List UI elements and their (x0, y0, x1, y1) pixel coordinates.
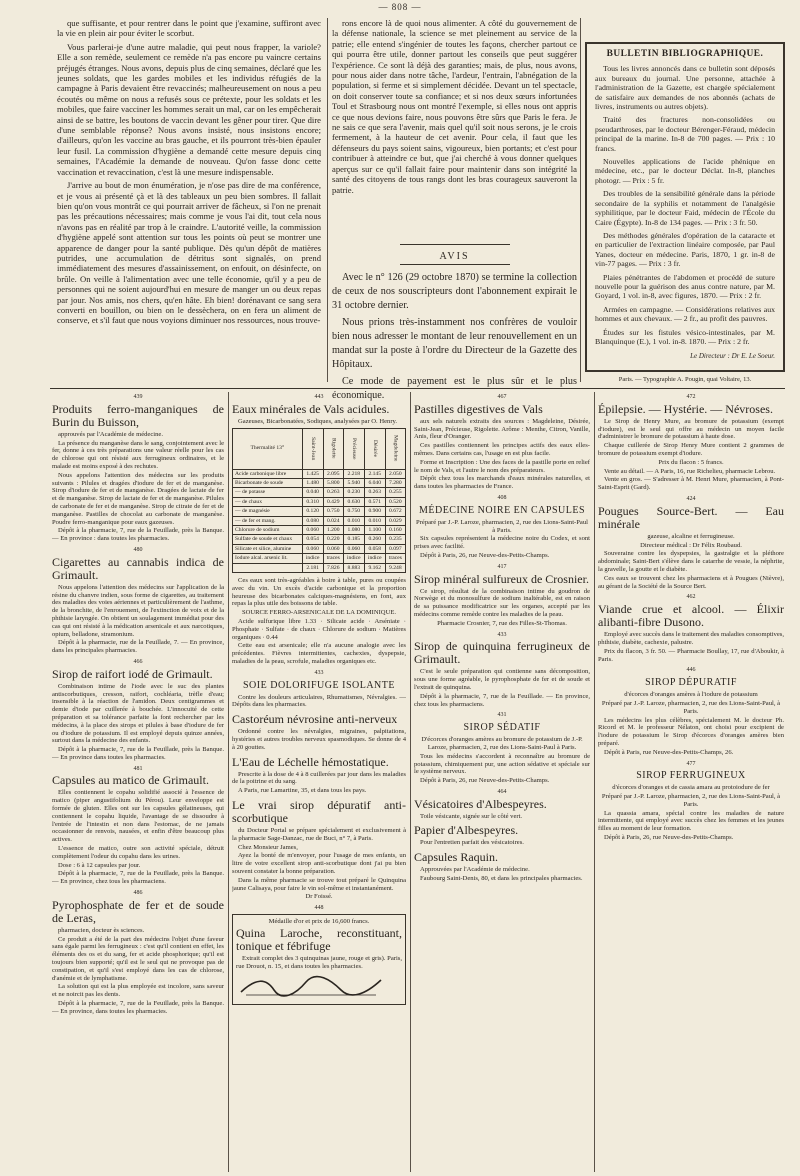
ad-text: Nous appelons l'attention des médecins sur l'application de la résine du chanvre indien, sous forme de cigarettes, au traitement des maladies des voies aériennes et particulièrement de l'asthme, de la bronchite, de l'enrouement, de l'extinction de voix et de la phthisie laryngée. On obtient un soulagement immédiat pour des cas qui ont résisté à la médication arsenicale et aux narcotiques, opium, belladone, stramonium. (52, 583, 224, 638)
article-paragraph: Vous parlerai-je d'une autre maladie, qui peut nous frapper, la variole? Elle a son remède, seulement ce remède n'a pas encore pu vaincre certains préjugés étranges. Nous avons, depuis plus de cinq semaines, déclaré que les jeunes soldats, que les gardes mobiles et les individus réfugiés de la campagne à Paris devaient être revaccinés; malheureusement on nous a peu écoutés ou même on nous a refusés sous ce prétexte, pour les soldats et les mobiles, que faire vacciner les hommes serait un mal, car on les empêcherait ainsi de se battre, les boutons de vaccin devant les gêner pour tirer. Que dire d'une semblable réponse? Nous avons insisté, nous insistons encore; d'ailleurs, qu'on les vaccine au bras gauche, et ils pourront très-bien épauler leur fusil. La commission d'hygiène a demandé cette mesure depuis cinq semaines, l'Académie la demande de nouveau. Qu'on fasse donc cette vaccination et revaccination, c'est là une mesure indispensable. (57, 41, 321, 177)
ad-number: 443 (314, 394, 324, 400)
ad-text: Tous les médecins s'accordent à reconnaître au bromure de potassium, chimiquement pur, une action sédative et spéciale sur le système nerveux. (414, 752, 590, 776)
ad-text: Dépôt à la pharmacie, 7, rue de la Feuillade, près la Banque. — En province, dans toutes les pharmacies. (52, 1000, 224, 1015)
table-header-cell: Magdeleine (385, 428, 405, 469)
table-cell: — de potasse (233, 488, 303, 497)
ad-block (414, 640, 590, 708)
table-cell: 0.672 (385, 507, 405, 516)
table-cell: 0.010 (364, 516, 385, 525)
ad-text: Prix du flacon, 3 fr. 50. — Pharmacie Boullay, 17, rue d'Aboukir, à Paris. (598, 647, 784, 663)
table-cell: 9.162 (364, 563, 385, 572)
ad-text: Pour l'entretien parfait des vésicatoires. (420, 839, 524, 847)
table-cell: 0.060 (323, 544, 343, 553)
ad-block (232, 679, 406, 710)
ad-text: Ces pastilles contiennent les principes actifs des eaux elles-mêmes. Dans certains cas, l'usage en est plus facile. (414, 442, 590, 457)
ad-number: 448 (314, 905, 324, 912)
ad-block (52, 899, 224, 1016)
table-cell: 0.054 (302, 535, 323, 544)
bulletin-entry: Tous les livres annoncés dans ce bulletin sont déposés aux bureaux du journal. Une personne, attachée à l'administration de la Gazette, est chargée spécialement de satisfaire aux demandes de nos abonnés (achats de livres, instruments ou autres objets). (595, 64, 775, 112)
table-cell: 0.058 (364, 544, 385, 553)
ad-text: Dépôt à la pharmacie, 7, rue de la Feuillade, près la Banque. — En province, chez tous les pharmaciens. (52, 870, 224, 886)
ad-text: Chaque cuillerée de Sirop Henry Mure contient 2 grammes de bromure de potassium exempt d'iodure. (598, 442, 784, 457)
ad-text: d'écorces d'oranges amères à l'iodure de potassium (624, 691, 758, 699)
table-cell: 2.050 (385, 469, 405, 478)
ad-block (52, 556, 224, 655)
ad-block (52, 403, 224, 543)
table-row (233, 497, 406, 506)
ad-text: Préparé par J.-P. Laroze, pharmacien, 2, rue des Lions-Saint-Paul à Paris. (416, 518, 588, 534)
table-row (233, 469, 406, 478)
bulletin-entry: Plaies pénétrantes de l'abdomen et procédé de suture nouvelle pour la guérison des anus contre nature, par M. Goyard, 1 vol. in-8, avec figures, 1870. — Prix : 2 fr. (595, 272, 775, 301)
table-cell: 0.255 (385, 488, 405, 497)
column-divider (594, 392, 595, 1172)
ad-text: A Paris, rue Lamartine, 35, et dans tous les pays. (238, 787, 367, 795)
table-cell: 2.145 (364, 469, 385, 478)
bulletin-entry: Traité des fractures non-consolidées ou pseudarthroses, par le docteur Bérenger-Féraud, médecin principal de la marine. In-8 de 700 pages. — Prix : 10 francs. (595, 115, 775, 153)
ad-number: 464 (497, 788, 507, 795)
table-header-cell: Thermalité 13° (233, 428, 303, 469)
ad-title: MÉDECINE NOIRE EN CAPSULES (418, 504, 586, 516)
table-cell: traces (323, 554, 343, 563)
table-row (233, 544, 406, 553)
ad-text: Préparé par J.-P. Laroze, pharmacien, 2, rue des Lions-Saint-Paul, à Paris. (601, 793, 781, 808)
ad-text: Ordonné contre les névralgies, migraines, palpitations, hystéries et autres troubles nerveux spasmodiques. Se donne de 4 à 20 gouttes. (232, 728, 406, 751)
table-row (233, 563, 406, 572)
ad-block (598, 769, 784, 842)
table-cell: Silicate et silice, alumine (233, 544, 303, 553)
table-cell: 0.097 (385, 544, 405, 553)
table-cell: 1.080 (343, 526, 364, 535)
ad-block (598, 676, 784, 756)
ads-top-rule (50, 388, 785, 389)
ads-column-3 (414, 392, 590, 1172)
ad-text: Dépôt à la pharmacie, 7, rue de la Feuillade, près la Banque. — En province dans toutes les pharmacies. (52, 746, 224, 761)
article-column-left (57, 18, 321, 386)
table-cell: 0.630 (343, 497, 364, 506)
ad-block (232, 403, 406, 573)
bulletin-bibliographique-box (585, 42, 785, 372)
table-cell: Iodure alcal. arsenic lit. (233, 554, 303, 563)
table-cell: 5.800 (323, 479, 343, 488)
ad-text: Six capsules représentent la médecine noire du Codex, et sont prises avec facilité. (414, 535, 590, 551)
bulletin-title: BULLETIN BIBLIOGRAPHIQUE. (606, 49, 764, 59)
ad-text: Dépôt à Paris, 26, rue Neuve-des-Petits-Champs. (420, 777, 550, 785)
table-cell: 1.480 (302, 479, 323, 488)
table-cell: 0.160 (385, 526, 405, 535)
ad-text: La quassia amara, spécial contre les maladies de nature intermittente, qui employé avec succès chez les femmes et les jeunes filles au moment de leur formation. (598, 809, 784, 833)
ad-text: gazeuse, alcaline et ferrugineuse. (647, 532, 735, 540)
ad-title: L'Eau de Léchelle hémostatique. (232, 754, 389, 769)
ad-number: 467 (497, 394, 507, 400)
ad-block (52, 774, 224, 886)
ad-text: Ce sirop, résultat de la combinaison intime du goudron de Norwège et du monosulfure de sodium inaltérable, est en raison de sa puissance modificatrice sur les organes, accepté par les médecins comme remède contre les maladies de la peau. (414, 587, 590, 618)
table-cell: 0.230 (343, 488, 364, 497)
ad-text: Dépôt à Paris, 26, rue Neuve-des-Petits-Champs. (420, 551, 550, 559)
table-header-cell: Désirée (364, 428, 385, 469)
table-cell: — de fer et mang. (233, 516, 303, 525)
ad-title: Pyrophosphate de fer et de soude de Leras, (52, 897, 224, 925)
ad-text: Faubourg Saint-Denis, 80, et dans les principales pharmacies. (420, 875, 583, 883)
ad-text: Forme et Inscription : Une des faces de la pastille porte en relief le nom de Vals, et l'autre le nom des préparateurs. (414, 458, 590, 474)
table-cell: 0.040 (302, 488, 323, 497)
ad-block (414, 721, 590, 785)
ad-text: Souveraine contre les dyspepsies, la gastralgie et la pléthore abdominale; Saint-Bert s'élève dans le catarrhe de vessie, la néphrite, la gravelle, la goutte et le diabète. (598, 550, 784, 573)
ad-title: SOIE DOLORIFUGE ISOLANTE (243, 679, 395, 691)
table-cell: 2.095 (323, 469, 343, 478)
ad-block (598, 505, 784, 591)
table-row (233, 516, 406, 525)
table-cell: 0.520 (385, 497, 405, 506)
article-paragraph: que suffisante, et pour rentrer dans le point que j'examine, suffiront avec la vie en plein air pour éviter le scorbut. (57, 18, 321, 39)
table-row (233, 488, 406, 497)
ad-text: Extrait complet des 3 quinquinas jaune, rouge et gris). Paris, rue Drouot, n. 15, et dans toutes les pharmacies. (236, 954, 402, 970)
table-cell: traces (385, 554, 405, 563)
column-divider (327, 18, 328, 382)
table-cell: 0.310 (302, 497, 323, 506)
divider (400, 264, 510, 265)
table-cell: 0.060 (302, 526, 323, 535)
column-divider (580, 18, 581, 382)
article-paragraph: J'arrive au bout de mon énumération, je n'ose pas dire de ma conférence, et je vous ai présenté çà et là des tableaux un peu bien sombres. Il fallait bien qu'on vous montrât ce qui pourrait arriver de fâcheux, si l'on ne prenait pas les précautions nécessaires; mais comme je vous l'ai dit, tout cela nous n'avons pas en réalité par trop à le craindre. L'autorité veille, la commission d'hygiène appelé sont attention sur tous les points où peut se montrer une apparence de danger pour la santé publique. Dès qu'un dépôt de matières putrides, une accumulation de détritus sont signalés, on prend immédiatement des mesures d'assainissement, on enfouit, on désinfecte, on brûle. On veille à l'alimentation avec une telle économie, qu'il y a peu de personnes qui ne soient aujourd'hui en mesure de manger un ou deux repas par jour. Nos amis, nos chers, qu'en hâte. Eh bien! dorénavant ce sang sera converti en bouillon, ou bien on le dessèchera, on en fera un aliment de conserve, et s'il faut que nous voyions diminuer nos ressources, nous trouve- (57, 180, 321, 326)
table-cell: 8.883 (343, 563, 364, 572)
ad-number: 466 (133, 658, 143, 665)
ad-number: 462 (686, 594, 696, 601)
ad-block (414, 504, 590, 560)
ad-title: Produits ferro-manganiques de Burin du Buisson, (52, 401, 224, 429)
table-cell: 0.080 (302, 516, 323, 525)
table-cell (233, 563, 303, 572)
table-row (233, 535, 406, 544)
ad-title: Sirop de raifort iodé de Grimault. (52, 666, 213, 681)
ad-title: SIROP SÉDATIF (463, 722, 541, 734)
bulletin-entry: Nouvelles applications de l'acide phénique en médecine, etc., par le docteur Déclat. In-8, planches photogr. — Prix : 5 fr. (595, 157, 775, 185)
table-cell: — de chaux (233, 497, 303, 506)
article-paragraph: rons encore là de quoi nous alimenter. A côté du gouvernement de la défense nationale, la science se met pleinement au service de la patrie; elle entend s'ingénier de toutes les façons, chercher partout ce qui pourra être utile, donner partout les conseils que peut suggérer l'expérience. Ce sont là déjà des garanties; mais, de plus, nous avons, pour nous aider dans notre tâche, l'ardeur, l'entrain, l'abnégation de la population, si ferme et si simplement décidée. Devant un tel spectacle, on doit conserver toute sa confiance; et si nos deux sœurs infortunées Toul et Strasbourg nous ont montré l'exemple, si elles nous ont appris ce que nous devions faire, nous pouvons être sûrs que Paris le fera. Je ne sais ce que sera l'avenir, mais quel qu'il soit nous serons, je le crois fermement, à la hauteur de cet avenir. Pour cela, il faut que les défenseurs du pays soient sains, vigoureux, bien portants; et c'est pour contribuer à atteindre ce but, que j'ai cherché à vous donner quelques aperçus sur ce qu'il fallait faire pour maintenir dans son intégrité la santé des citoyens de tous rangs dont les bras courageux sauveront la patrie. (332, 18, 577, 195)
table-cell: 5.940 (343, 479, 364, 488)
ad-number: 417 (497, 563, 507, 570)
ad-text: pharmacien, docteur ès sciences. (58, 926, 145, 934)
ad-title: Pastilles digestives de Vals (414, 401, 543, 416)
ad-block (414, 851, 590, 883)
ad-text: Cette eau est arsenicale; elle n'a aucune analogie avec les précédentes. Fièvres intermittentes, cachexies, dyspepsie, maladies de la peau, scrofule, maladies organiques etc. (232, 642, 406, 666)
table-cell: 2.218 (343, 469, 364, 478)
ad-number: 480 (133, 546, 143, 553)
ad-block (232, 756, 406, 795)
ad-text: Médaille d'or et prix de 16,600 francs. (268, 917, 370, 925)
bulletin-entry: Études sur les fistules vésico-intestinales, par M. Blanquinque (E.), 1 vol. in-8. 1870. — Prix : 2 fr. (595, 327, 775, 346)
table-cell: Chlorure de sodium (233, 526, 303, 535)
table-cell: 0.571 (364, 497, 385, 506)
table-row (233, 479, 406, 488)
ad-number: 477 (686, 760, 696, 767)
ad-number: 433 (497, 631, 507, 638)
table-cell: 1.100 (364, 526, 385, 535)
ad-text: Employé avec succès dans le traitement des maladies consomptives, phthisie, diabète, cachexie, palustre. (598, 631, 784, 646)
ad-title: SIROP FERRUGINEUX (636, 770, 746, 782)
bulletin-entry: Des méthodes générales d'opération de la cataracte et en particulier de l'extraction linéaire composée, par Paul Yanes, docteur en médecine. Paris, 1870, 1 gr. in-8 de vin-77 pages. — Prix : 3 fr. (595, 230, 775, 269)
table-cell: indice (302, 554, 323, 563)
ad-block (232, 713, 406, 751)
ad-text: Nous appelons l'attention des médecins sur les produits suivants : Pilules et dragées d'iodure de fer et de manganèse. Sirop d'iodure de fer et de manganèse. Dragées de lactate de fer et de manganèse. Sirop de lactate de fer et de manganèse. Pilules de carbonate de fer et de manganèse. Sirop de citrate de fer et de manganèse. Pastilles de chocolat au carbonate de manganèse. Poudre ferro-manganique pour eaux gazeuses. (52, 471, 224, 526)
divider (400, 244, 510, 245)
ad-text: d'écorces d'oranges et de cassia amara au protoiodure de fer (612, 784, 770, 792)
table-cell: 2.181 (302, 563, 323, 572)
table-cell: 0.750 (323, 507, 343, 516)
avis-paragraph: Ce mode de payement est le plus sûr et le plus économique. (332, 376, 577, 401)
table-cell: 0.185 (343, 535, 364, 544)
ad-title: Capsules au matico de Grimault. (52, 773, 209, 788)
table-cell: 0.263 (323, 488, 343, 497)
table-cell: 0.429 (323, 497, 343, 506)
ad-title: Papier d'Albespeyres. (414, 823, 519, 838)
ad-text: Ces eaux sont très-agréables à boire à table, pures ou coupées avec du vin. Un excès d'acide carbonique et la proportion heureuse des bicarbonates calciques-magnésiens, en font, aux repas la plus utile des boissons de table. (232, 577, 406, 608)
table-cell: Sulfate de soude et chaux (233, 535, 303, 544)
ad-title: Le vrai sirop dépuratif anti-scorbutique (232, 798, 406, 825)
table-cell: indice (343, 554, 364, 563)
ad-text: Ce produit a été de la part des médecins l'objet d'une faveur sans égale parmi les ferrugineux : c'est qu'il contient en effet, les éléments des os et du sang, fer et acide phosphorique; qu'il est toujours bien supporté; qu'il est le seul qui ne provoque pas de constipation, et qu'il s'est employé dans les cas de chlorose, d'anémie et de lymphatisme. (52, 935, 224, 982)
ad-block (414, 403, 590, 491)
table-cell: 0.220 (323, 535, 343, 544)
ad-block (598, 603, 784, 663)
ad-number: 433 (314, 669, 324, 676)
ad-text: Pharmacie Crosnier, 7, rue des Filles-St-Thomas. (437, 619, 567, 627)
table-cell: — de magnésie (233, 507, 303, 516)
table-cell: Acide carbonique libre (233, 469, 303, 478)
ad-text: approuvés par l'Académie de médecine. (58, 430, 163, 438)
ad-block-quina-laroche (232, 914, 406, 1005)
table-cell: 0.120 (302, 507, 323, 516)
vals-analysis-table (232, 428, 406, 573)
avis-paragraph: Avec le n° 126 (29 octobre 1870) se termine la collection de ceux de nos souscripteurs dont l'abonnement expirait le 31 octobre dernier. (332, 272, 577, 311)
table-row (233, 526, 406, 535)
ad-text: Elles contiennent le copahu solidifié associé à l'essence de matico (piper angustifolium du Pérou). Leur enveloppe est formée de gluten. Elles ont sur les capsules gélatineuses, qui contiennent le copahu liquide, l'avantage de se dissoudre à l'entrée de l'intestin et non dans l'estomac, de ne jamais occasionner de renvois, nausées, et enfin d'être beaucoup plus actives. (52, 789, 224, 844)
ad-block (598, 403, 784, 492)
table-cell: 0.235 (385, 535, 405, 544)
ad-block (414, 573, 590, 628)
table-header-cell: Rigolette (323, 428, 343, 469)
bulletin-entry: Des troubles de la sensibilité générale dans la période secondaire de la syphilis et notamment de l'analgésie syphilitique, par le docteur Faid, médecin de l'École du Caire (Égypte). In-8 de 134 pages. — Prix : 3 fr. 50. (595, 189, 775, 227)
ad-title: Capsules Raquin. (414, 850, 498, 865)
ad-text: Contre les douleurs articulaires, Rhumatismes, Névralgies. — Dépôts dans les pharmacies. (232, 693, 406, 709)
table-cell: indice (364, 554, 385, 563)
ad-text: Préparé par J.-P. Laroze, pharmacien, 2, rue des Lions-Saint-Paul, à Paris. (601, 699, 781, 715)
ad-text: Le Sirop de Henry Mure, au bromure de potassium (exempt d'iodure), est le seul qui offre au médecin un moyen facile d'administrer le bromure de potassium à haute dose. (598, 417, 784, 441)
ad-text: Dépôt à Paris, 26, rue Neuve-des-Petits-Champs. (604, 834, 734, 842)
table-cell: 6.040 (364, 479, 385, 488)
table-cell: 0.010 (343, 516, 364, 525)
ad-title: Sirop de quinquina ferrugineux de Grimault. (414, 639, 590, 667)
ad-title: Quina Laroche, reconstituant, tonique et fébrifuge (236, 925, 402, 953)
table-cell: 0.024 (323, 516, 343, 525)
director-signature: Le Directeur : Dr E. Le Soeur. (690, 352, 775, 361)
table-cell: Bicarbonate de soude (233, 479, 303, 488)
ad-text: Ces eaux se trouvent chez les pharmaciens et à Pougues (Nièvre), au gérant de la Société de la Source Bert. (598, 574, 784, 590)
page-number: — 808 — (378, 2, 422, 12)
ad-text: Chez Monsieur James, (238, 843, 298, 851)
ad-text: Gazeuses, Bicarbonatées, Sodiques, analysées par O. Henry. (238, 417, 398, 425)
column-divider (228, 392, 229, 1172)
laroche-signature-icon (236, 974, 386, 998)
ad-text: D'écorces d'oranges amères au bromure de potassium de J.-P. Laroze, pharmacien, 2, rue des Lions-Saint-Paul à Paris. (421, 736, 583, 751)
ad-text: Dans la même pharmacie se trouve tout préparé le Quinquina jaune Calisaya, pour faire le vin sol-même et instantanément. (232, 876, 406, 892)
ads-column-4 (598, 392, 784, 1172)
ad-text: Vente en gros. — S'adresser à M. Henri Mure, pharmacien, à Pont-Saint-Esprit (Gard). (598, 476, 784, 492)
ad-title: Cigarettes au cannabis indica de Grimault. (52, 554, 224, 582)
table-cell: 0.029 (385, 516, 405, 525)
table-row (233, 554, 406, 563)
table-cell: 7.280 (385, 479, 405, 488)
ad-number: 472 (686, 394, 696, 400)
ad-text: Ayez la bonté de m'envoyer, pour l'usage de mes enfants, un litre de votre excellent sirop anti-scorbutique dont j'ai pu bien souvent constater la bonne préparation. (232, 852, 406, 875)
ad-block (232, 799, 406, 901)
ad-text: Dose : 6 à 12 capsules par jour. (58, 861, 141, 869)
ad-title: Eaux minérales de Vals acidules. (232, 401, 390, 416)
ad-block (52, 668, 224, 762)
ad-text: Combinaison intime de l'iode avec le suc des plantes antiscorbutiques, cresson, raifort, cochléaria, trèfle d'eau; insensible à la réaction de l'amidon. Deux centigrammes et demie d'iode par cuillerée à bouchée. L'innocuité de cette préparation et sa tolérance parfaite la font rechercher par les médecins, à la place des sirops et pilules à base d'iodure de fer ou d'iodure de potassium. Il est employé depuis quinze années, surtout dans la médecine des enfants. (52, 682, 224, 745)
ad-title: Sirop minéral sulfureux de Crosnier. (414, 571, 589, 586)
table-header-cell: Précieuse (343, 428, 364, 469)
table-row (233, 507, 406, 516)
ad-title: Castoréum névrosine anti-nerveux (232, 712, 398, 727)
ad-text: Directeur médical : Dr Félix Roubaud. (640, 541, 742, 549)
table-cell: 0.263 (364, 488, 385, 497)
ad-text: Dépôt à la pharmacie, 7, rue de la Feuillade, près la Banque. — En province : dans toutes les pharmacies. (52, 527, 224, 543)
ad-number: 446 (686, 667, 696, 674)
ads-column-1 (52, 392, 224, 1172)
ad-text: SOURCE FERRO-ARSENICALE DE LA DOMINIQUE. (241, 609, 397, 617)
ad-text: Dépôt à Paris, rue Neuve-des-Petits-Champs, 26. (604, 748, 734, 756)
ad-text: Vente au détail. — A Paris, 16, rue Richelieu, pharmacie Lebrou. (604, 467, 776, 475)
table-cell: 0.260 (364, 535, 385, 544)
table-cell: 0.750 (343, 507, 364, 516)
ad-text: C'est le seule préparation qui contienne sans décomposition, sous une forme agréable, le pyrophosphate de fer et de soude et l'extrait de quinquina. (414, 668, 590, 691)
ad-block (414, 798, 590, 821)
table-cell: 0.060 (302, 544, 323, 553)
ad-text: Toile vésicante, signée sur le côté vert. (420, 812, 523, 820)
ad-title: Épilepsie. — Hystérie. — Névroses. (598, 401, 773, 416)
ad-number: 431 (497, 712, 507, 719)
table-cell: 0.060 (343, 544, 364, 553)
avis-paragraph: Nous prions très-instamment nos confrères de vouloir bien nous adresser le montant de leur renouvellement en un mandat sur la poste à l'ordre du Directeur de la Gazette des Hôpitaux. (332, 317, 577, 370)
ad-number: 424 (686, 495, 696, 502)
ad-block (232, 577, 406, 666)
ad-number: 481 (133, 765, 143, 772)
table-header-cell: Saint-Jean (302, 428, 323, 469)
ad-block (414, 824, 590, 847)
column-divider (410, 392, 411, 1172)
ad-title: Vésicatoires d'Albespeyres. (414, 796, 547, 811)
ad-text: Acide sulfurique libre 1.33 · Silicate acide · Arséniate · Phosphate · Sulfate · de chaux · Chlorure de sodium · Matières organiques · 0.44 (232, 618, 406, 641)
printer-line: Paris. — Typographie A. Pougin, quai Voltaire, 13. (618, 376, 752, 383)
table-cell: 9.248 (385, 563, 405, 572)
page-header (0, 0, 800, 14)
avis-title: AVIS (439, 251, 470, 262)
ad-text: La solution qui est la plus employée est incolore, sans saveur et ne noircit pas les dents. (52, 983, 224, 999)
ad-text: Dépôt à la pharmacie, 7, rue de la Feuillade. — En province, chez tous les pharmaciens. (414, 692, 590, 708)
ad-text: du Docteur Portal se prépare spécialement et exclusivement à la pharmacie Sage-Danzac, rue de Buci, n° 7, à Paris. (232, 827, 406, 842)
ad-text: aux sels naturels extraits des sources : Magdeleine, Désirée, Saint-Jean, Précieuse, Rigolette. Arôme : Menthe, Citron, Vanille, Anis, fleur d'Oranger. (414, 417, 590, 441)
ad-text: Dr Foissé. (305, 893, 333, 901)
ads-column-2 (232, 392, 406, 1172)
ad-title: Viande crue et alcool. — Élixir alibanti-fibre Dusono. (598, 602, 784, 630)
table-cell: 1.425 (302, 469, 323, 478)
table-cell: 7.826 (323, 563, 343, 572)
ad-text: Prescrite à la dose de 4 à 8 cuillerées par jour dans les maladies de la poitrine et du sang. (232, 770, 406, 786)
ad-text: Dépôt à la pharmacie, rue de la Feuillade, 7. — En province, dans les principales pharmacies. (52, 639, 224, 655)
ad-text: Approuvées par l'Académie de médecine. (420, 866, 530, 874)
ad-title: Pougues Source-Bert. — Eau minérale (598, 503, 784, 531)
ad-number: 486 (133, 890, 143, 897)
table-cell: 1.200 (323, 526, 343, 535)
bulletin-entry: Armées en campagne. — Considérations relatives aux hommes et aux chevaux. — 2 fr., au profit des pauvres. (595, 304, 775, 324)
ad-text: Les médecins les plus célèbres, spécialement M. le docteur Ph. Ricord et M. le professeur Nélaton, ont choisi pour excipient de l'iodure de potassium le Sirop d'écorces d'oranges amères bien préparé. (598, 716, 784, 747)
ad-text: La présence du manganèse dans le sang, conjointement avec le fer, donne à ces très préparations une valeur réelle pour les cas de chlorose qui ont résisté aux ferrugineux ordinaires, et le malade est moins exposé à des rechutes. (52, 439, 224, 470)
table-cell: 0.900 (364, 507, 385, 516)
ad-text: Dépôt chez tous les marchands d'eaux minérales naturelles, et dans toutes les pharmacies de France. (414, 475, 590, 491)
ad-number: 408 (497, 494, 507, 501)
ad-title: SIROP DÉPURATIF (645, 677, 737, 689)
ad-text: L'essence de matico, outre son activité spéciale, détruit complètement l'odeur du copahu dans les urines. (52, 845, 224, 860)
ad-number: 439 (133, 394, 143, 400)
ad-text: Prix du flacon : 5 francs. (658, 458, 724, 466)
article-column-middle (332, 18, 577, 238)
